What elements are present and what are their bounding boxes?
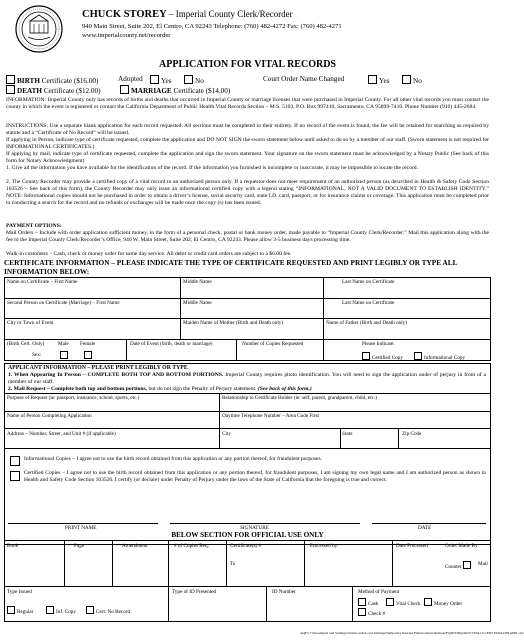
in-person-paragraph: If applying in Person, indicate type of certificate requested, complete the application and DO NOT SIGN the sworn statement below until asked to do so by a member of our staff. (Sworn statement is not required for INFORMATIONAL CERTIFICATES.)	[6, 137, 489, 150]
cash-checkbox[interactable]	[358, 598, 366, 606]
signature-line[interactable]	[170, 523, 360, 524]
inf-copy-checkbox[interactable]	[46, 606, 54, 614]
cash-option[interactable]: Cash	[358, 598, 378, 607]
vital-check-option[interactable]: Vital Check	[386, 598, 421, 607]
court-no[interactable]: No	[402, 75, 422, 85]
birth-checkbox[interactable]	[6, 75, 15, 84]
certificate-info-table	[4, 277, 491, 361]
processed-by-label: Processed by:	[310, 543, 339, 549]
money-order-option[interactable]: Money Order	[424, 598, 462, 607]
second-person-middle-field[interactable]: Middle Name	[183, 300, 212, 306]
marriage-checkbox[interactable]	[120, 85, 129, 94]
adopted-no-checkbox[interactable]	[184, 75, 193, 84]
adopted-yes[interactable]: Yes	[150, 75, 171, 85]
second-person-first-field[interactable]: Second Person on Certificate (Marriage) – First Name	[7, 300, 120, 306]
person-completing-field[interactable]: Name of Person Completing Application	[7, 413, 92, 419]
death-checkbox[interactable]	[6, 85, 15, 94]
instructions-paragraph: INSTRUCTIONS: Use a separate blank application for each record requested. All sections must be completed in their entirety. If no record of the event is found, the fee will be retained for searching as required by statute and a “Certificate of No Record” will be issued.	[6, 123, 489, 136]
date-processed-label: Date Processed	[396, 543, 428, 549]
county-seal-icon	[14, 4, 64, 54]
cert-no-record-checkbox[interactable]	[86, 606, 94, 614]
inf-copy-option[interactable]: Inf. Copy	[46, 606, 76, 615]
city-field[interactable]: City	[222, 431, 231, 437]
to-label: To	[230, 561, 236, 567]
middle-name-field[interactable]: Middle Name	[183, 279, 212, 285]
money-order-checkbox[interactable]	[424, 598, 432, 606]
certified-statement-checkbox[interactable]	[10, 471, 20, 481]
walk-in-paragraph: Walk-in customers – Cash, check or money order for same day service. All debit or credit card orders are subject to a $6.00 fee.	[6, 251, 292, 257]
date-line[interactable]	[372, 523, 486, 524]
office-website: www.imperialcounty.net/recorder	[82, 32, 171, 39]
applicant-item-2: 2. Mail Request – Complete both top and bottom portions, but do not sign the Penalty of Perjury statement. (See back of this form.)	[8, 386, 312, 392]
information-paragraph: INFORMATION: Imperial County only has records of births and deaths that occurred in Imperial County or marriage licenses that were purchased in Imperial County. For all other vital records you must contact the county in which the event is registered or contact the California Department of Public Health Vital Records Section – M.S. 5103, P.O. Box 997410, Sacramento, CA 95899-7410. Phone Number (916) 445-2684.	[6, 97, 489, 110]
court-no-checkbox[interactable]	[402, 75, 411, 84]
amendment-label: Amendment	[122, 543, 148, 549]
regular-option[interactable]: Regular	[7, 606, 33, 615]
relationship-field[interactable]: Relationship to Certificate Holder (ie: self, parent, grandparent, child, etc.)	[222, 395, 377, 401]
date-of-event-field[interactable]: Date of Event (birth, death or marriage)	[130, 341, 213, 347]
order-made-by-label: Order Made By	[445, 543, 478, 549]
informational-statement: Informational Copies – I agree not to use the birth record obtained from this application or any portion thereof, for fraudulent purposes.	[24, 456, 322, 462]
informational-copy-checkbox[interactable]	[414, 352, 422, 360]
last-name-field[interactable]: Last Name on Certificate	[342, 279, 395, 285]
court-yes[interactable]: Yes	[368, 75, 389, 85]
zip-code-field[interactable]: Zip Code	[402, 431, 422, 437]
mother-maiden-name-field[interactable]: Maiden Name of Mother (Birth and Death only)	[183, 320, 284, 326]
mail-option[interactable]: Mail	[478, 561, 488, 567]
sex-label: Sex:	[32, 352, 42, 358]
city-of-event-field[interactable]: City or Town of Event	[7, 320, 54, 326]
address-field[interactable]: Address – Number, Street, and Unit # (if applicable)	[7, 431, 116, 437]
number-of-copies-field[interactable]: Number of Copies Requested	[242, 341, 304, 347]
instruction-item-2: 2. The County Recorder may provide a certified copy of a vital record to an authorized person only. If a requestor does not meet requirement of an authorized person (as described in Health & Safety Code Section 103526 – See back of this form), the County Recorder may only issue an informational certified copy with a legend stating “INFORMATIONAL, NOT A VALID DOCUMENT TO ESTABLISH IDENTITY.” NOTE: Informational copies should not be purchased in order to obtain a driver’s license, social security card, state I.D. card, passport, or for insurance claims or coverage. This application must be completed prior to conducting a search for the record and no refunds or exchanges will be made once the copy (s) has been issued.	[6, 179, 489, 206]
certificates-number-label: Certificate(s) #	[230, 543, 262, 549]
official-use-heading: BELOW SECTION FOR OFFICIAL USE ONLY	[171, 531, 324, 539]
id-number-label: ID Number	[272, 589, 296, 595]
print-name-label: PRINT NAME	[65, 525, 97, 531]
office-address: 940 Main Street, Suite 202, El Centro, CA 92243 Telephone: (760) 482-4272 Fax: (760) 482-4271	[82, 23, 342, 30]
official-use-table	[4, 540, 491, 622]
certificate-information-heading: CERTIFICATE INFORMATION – PLEASE INDICATE THE TYPE OF CERTIFICATE REQUESTED AND PRINT LEGIBLY OR TYPE ALL INFORMATION BELOW:	[4, 258, 458, 276]
adopted-no[interactable]: No	[184, 75, 204, 85]
date-label: DATE	[418, 525, 432, 531]
print-name-line[interactable]	[8, 523, 158, 524]
purpose-of-request-field[interactable]: Purpose of Request (ie: passport, insurance, school, sports, etc.)	[7, 395, 140, 401]
check-number-option[interactable]: Check #	[358, 608, 385, 617]
male-checkbox[interactable]	[60, 351, 68, 359]
page-title: APPLICATION FOR VITAL RECORDS	[159, 59, 336, 70]
first-name-field[interactable]: Name on Certificate – First Name	[7, 279, 78, 285]
informational-statement-checkbox[interactable]	[10, 456, 20, 466]
state-field[interactable]: State	[342, 431, 353, 437]
payment-options-heading: PAYMENT OPTIONS:	[6, 223, 62, 229]
female-checkbox[interactable]	[84, 351, 92, 359]
birth-option[interactable]: BIRTH Certificate ($16.00)	[6, 75, 98, 85]
method-of-payment-label: Method of Payment	[358, 589, 400, 595]
type-issued-label: Type Issued	[7, 589, 32, 595]
informational-copy-option[interactable]: Informational Copy	[414, 352, 465, 361]
mail-orders-paragraph: Mail Orders – Include with order application sufficient money, in the form of a personal check, postal or bank money order, made payable to “Imperial County Clerk/Recorder.” Mail this application along with the fee to the Imperial County Clerk/Recorder’s Office, 940 W. Main Street, Suite 202, El Centro, CA 92243. Please allow 3-5 business days processing time.	[6, 230, 489, 243]
death-option[interactable]: DEATH Certificate ($12.00)	[6, 85, 101, 95]
document-path-footer: AQF/17 Documents and Settings\vitalrecords\Local Settings\Temporary Internet Files\Content.Outlook\FQ2ETIRQ\2019 VITALS CERT ENGLISH APPL.doc	[300, 631, 524, 635]
certified-copy-option[interactable]: Certified Copy	[362, 352, 403, 361]
counter-option[interactable]: Counter	[445, 561, 473, 570]
daytime-phone-field[interactable]: Daytime Telephone Number – Area Code First	[222, 413, 319, 419]
second-person-last-field[interactable]: Last Name on Certificate	[342, 300, 395, 306]
marriage-option[interactable]: MARRIAGE Certificate ($14.00)	[120, 85, 230, 95]
please-indicate-label: Please Indicate:	[362, 341, 395, 347]
regular-checkbox[interactable]	[7, 606, 15, 614]
father-name-field[interactable]: Name of Father (Birth and Death only)	[326, 320, 407, 326]
adopted-yes-checkbox[interactable]	[150, 75, 159, 84]
book-label: Book	[7, 543, 19, 549]
signature-label: SIGNATURE	[240, 525, 269, 531]
cert-no-record-option[interactable]: Cert. No Record	[86, 606, 130, 615]
certified-copy-checkbox[interactable]	[362, 352, 370, 360]
court-order-label: Court Order Name Changed	[263, 75, 345, 83]
birth-cert-only-label: (Birth Cert. Only)	[7, 341, 45, 347]
instruction-item-1: 1. Give all the information you have available for the identification of the record. If the information you furnished is incomplete or inaccurate, it may be impossible to locate the record.	[6, 165, 418, 171]
copies-requested-label: # of Copies Req.	[174, 543, 209, 549]
female-label: Female	[80, 341, 96, 347]
male-label: Male	[58, 341, 69, 347]
court-yes-checkbox[interactable]	[368, 75, 377, 84]
adopted-label: Adopted	[118, 75, 143, 83]
type-of-id-label: Type of ID Presented	[172, 589, 217, 595]
certified-statement: Certified Copies – I agree not to use the birth record obtained from this application or any portion thereof, for fraudulent purposes, I am signing my own legal name and I am authorized person as shown in Health and Safety Code Section 103526. I certify (or declare) under Penalty of Perjury under the laws of the State of California that the foregoing is true and correct.	[24, 470, 486, 483]
check-number-checkbox[interactable]	[358, 608, 366, 616]
applicant-item-1: 1. When Appearing In Person – COMPLETE BOTH TOP AND BOTTOM PORTIONS. Imperial County requires photo identification. You will need to sign the application under of perjury in front of a member of our staff.	[8, 372, 486, 385]
applicant-info-heading: APPLICANT INFORMATION – PLEASE PRINT LEGIBLY OR TYPE	[8, 365, 188, 371]
counter-checkbox[interactable]	[463, 561, 471, 569]
by-mail-paragraph: If applying by mail, indicate type of certificate requested, complete the application and sign the sworn statement. Your signature on the sworn statement must be acknowledged by a Notary Public (See back of this form for Notary Acknowledgment)	[6, 151, 489, 164]
clerk-name: CHUCK STOREY – Imperial County Clerk/Recorder	[82, 9, 293, 20]
page-label: Page	[74, 543, 85, 549]
vital-check-checkbox[interactable]	[386, 598, 394, 606]
